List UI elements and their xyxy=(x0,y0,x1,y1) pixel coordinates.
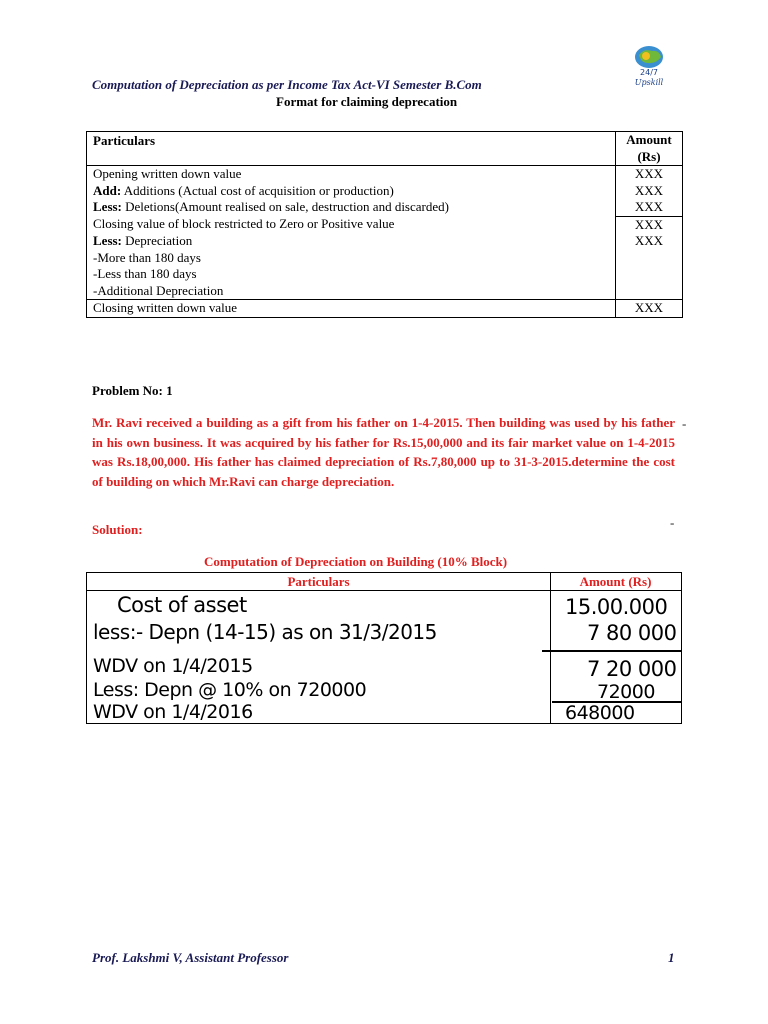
upskill-logo xyxy=(622,42,676,92)
handwritten-amount: 15.00.000 xyxy=(565,595,668,619)
svg-text:Upskill: Upskill xyxy=(634,78,664,87)
solution-label: Solution: xyxy=(92,522,143,537)
table-row: Closing value of block restricted to Zero or Positive value XXX xyxy=(87,216,683,233)
table-header-row xyxy=(87,132,683,166)
table-row: Add: Additions (Actual cost of acquisition or production) XXX xyxy=(87,183,683,200)
handwritten-particular: WDV on 1/4/2016 xyxy=(93,701,253,723)
header-amount: Amount (Rs) xyxy=(579,574,652,589)
table-row: Closing written down value XXX xyxy=(87,300,683,318)
table-row: Less: Depreciation XXX xyxy=(87,233,683,250)
svg-text:24/7: 24/7 xyxy=(640,68,658,77)
solution-table-title: Computation of Depreciation on Building (10% Block) xyxy=(204,554,508,569)
format-title: Format for claiming deprecation xyxy=(276,94,458,109)
margin-mark: - xyxy=(682,416,687,431)
table-row: Less: Deletions(Amount realised on sale, destruction and discarded) XXX xyxy=(87,199,683,216)
problem-statement: Mr. Ravi received a building as a gift from his father on 1-4-2015. Then building was used by his father in his own business. It was acquired by his father for Rs.15,00,000 and its fair market value on 1-4-2015 was Rs.18,00,000. His father has claimed depreciation of Rs.7,80,000 up to 31-3-2015.determine the cost of building on which Mr.Ravi can charge depreciation. xyxy=(92,415,675,489)
table-row: -Additional Depreciation xyxy=(87,283,683,300)
page-number: 1 xyxy=(668,950,675,965)
header-particulars: Particulars xyxy=(287,574,350,589)
handwritten-particular: Cost of asset xyxy=(117,593,247,617)
document-header: Computation of Depreciation as per Income Tax Act-VI Semester B.Com xyxy=(92,77,482,92)
footer-author: Prof. Lakshmi V, Assistant Professor xyxy=(92,950,289,965)
table-row: -Less than 180 days xyxy=(87,266,683,283)
handwritten-amount: 648000 xyxy=(565,702,635,724)
handwritten-amount: 72000 xyxy=(597,681,655,703)
table-row: Opening written down value XXX xyxy=(87,166,683,183)
header-particulars: Particulars xyxy=(87,132,616,166)
table-row: -More than 180 days xyxy=(87,250,683,267)
depreciation-format-table xyxy=(86,131,683,318)
handwritten-amount: 7 20 000 xyxy=(587,657,677,681)
handwritten-particular: less:- Depn (14-15) as on 31/3/2015 xyxy=(93,620,437,644)
problem-title: Problem No: 1 xyxy=(92,383,173,398)
margin-mark: - xyxy=(670,515,675,530)
solution-table xyxy=(86,572,682,724)
header-amount: Amount (Rs) xyxy=(616,132,683,166)
handwritten-amount: 7 80 000 xyxy=(587,621,677,645)
handwritten-particular: Less: Depn @ 10% on 720000 xyxy=(93,679,367,701)
handwritten-particular: WDV on 1/4/2015 xyxy=(93,655,253,677)
